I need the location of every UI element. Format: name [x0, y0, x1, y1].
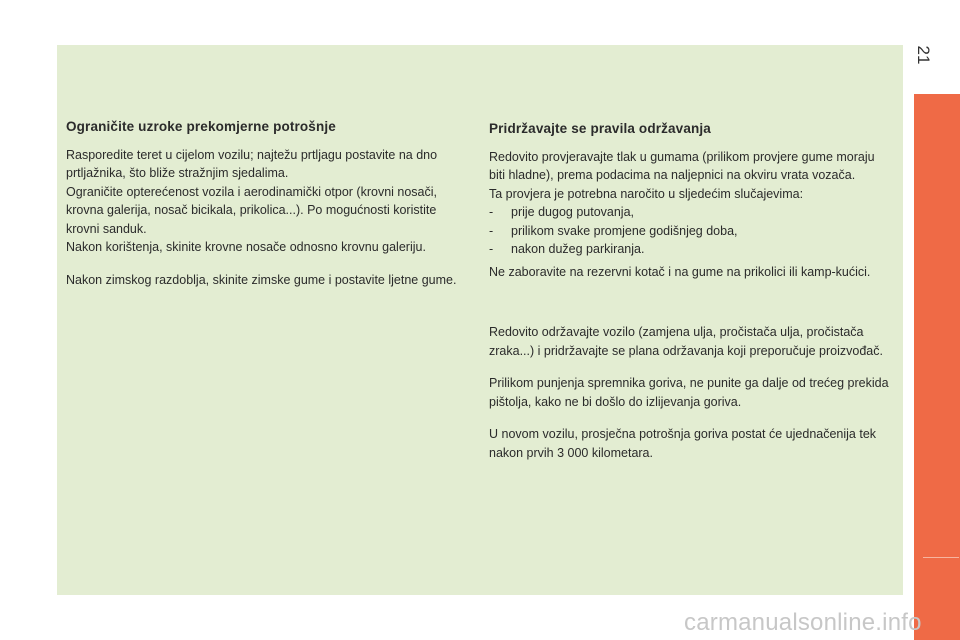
right-section-title: Pridržavajte se pravila održavanja: [489, 121, 711, 136]
left-column: [66, 118, 471, 289]
list-dash: -: [489, 242, 494, 256]
list-item: - nakon dužeg parkiranja.: [489, 240, 894, 259]
refuel-paragraph: Prilikom punjenja spremnika goriva, ne punite ga dalje od trećeg prekida pištolja, kako ne bi došlo do izlijevanja goriva.: [489, 376, 889, 409]
page-number: 21: [914, 45, 933, 65]
left-paragraph-1: Rasporedite teret u cijelom vozilu; najtežu prtljagu postavite na dno prtljažnika, što bliže stražnjim sjedalima.: [66, 147, 438, 180]
list-item: - prije dugog putovanja,: [489, 203, 894, 222]
spare-wheel-note: Ne zaboravite na rezervni kotač i na gume na prikolici ili kamp-kućici.: [489, 264, 871, 279]
left-section-title: Ograničite uzroke prekomjerne potrošnje: [66, 119, 336, 134]
side-tab-divider: [923, 557, 959, 558]
list-dash: -: [489, 205, 494, 219]
tyre-pressure-paragraph: Redovito provjeravajte tlak u gumama (prilikom provjere gume moraju biti hladne), prema podacima na naljepnici na okviru vrata vozača.: [489, 149, 875, 182]
chapter-side-tab: [914, 94, 960, 640]
list-item: - prilikom svake promjene godišnjeg doba,: [489, 222, 894, 241]
maintenance-paragraph: Redovito održavajte vozilo (zamjena ulja, pročistača ulja, pročistača zraka...) i pridržavajte se plana održavanja koji preporučuje proizvođač.: [489, 325, 883, 358]
left-footer-paragraph: Nakon zimskog razdoblja, skinite zimske gume i postavite ljetne gume.: [66, 272, 457, 287]
right-column: [489, 120, 894, 462]
left-paragraph-2: Ograničite opterećenost vozila i aerodinamički otpor (krovni nosači, krovna galerija, nosač bicikala, prikolica...). Po mogućnosti koristite krovni sanduk.: [66, 184, 438, 236]
new-vehicle-paragraph: U novom vozilu, prosječna potrošnja goriva postat će ujednačenija tek nakon prvih 3 000 kilometara.: [489, 427, 877, 460]
site-watermark: carmanualsonline.info: [684, 609, 922, 636]
check-situations-list: [489, 203, 894, 259]
list-dash: -: [489, 223, 494, 238]
list-intro: Ta provjera je potrebna naročito u sljedećim slučajevima:: [489, 186, 804, 201]
left-paragraph-3: Nakon korištenja, skinite krovne nosače odnosno krovnu galeriju.: [66, 240, 426, 254]
